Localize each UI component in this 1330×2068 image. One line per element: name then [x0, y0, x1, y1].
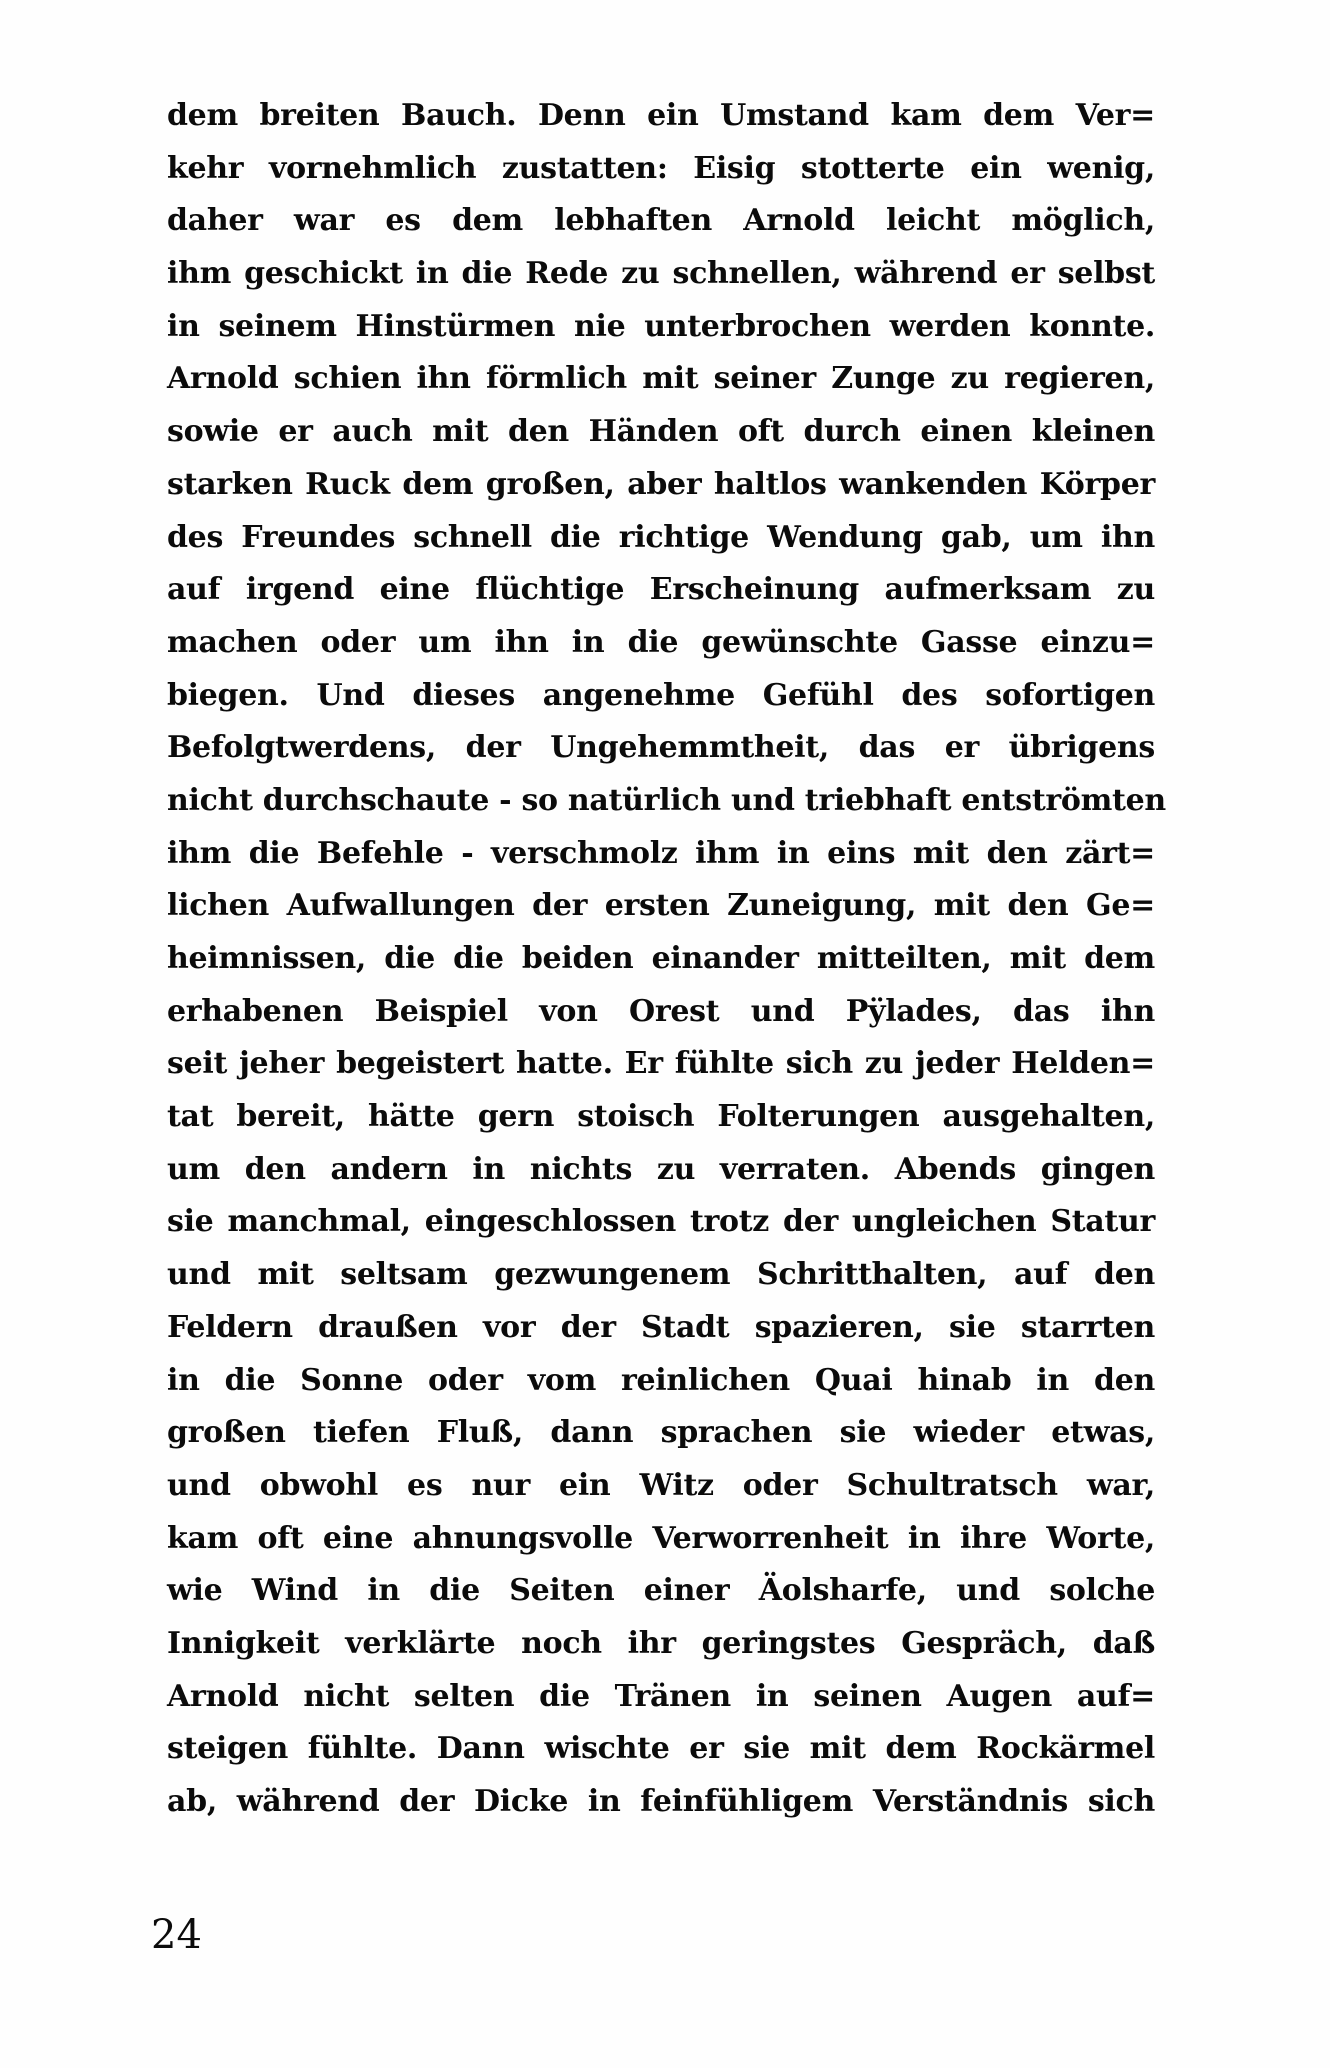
- body-text: [167, 90, 1166, 1829]
- text-line: Arnold schien ihn förmlich mit seiner Zunge zu regieren,: [167, 361, 1155, 397]
- text-line: machen oder um ihn in die gewünschte Gasse einzu=: [167, 624, 1155, 660]
- text-line: starken Ruck dem großen, aber haltlos wankenden Körper: [167, 466, 1155, 502]
- text-line: wie Wind in die Seiten einer Äolsharfe, und solche: [167, 1573, 1155, 1609]
- text-line: Feldern draußen vor der Stadt spazieren, sie starrten: [167, 1309, 1155, 1345]
- text-line: ihm geschickt in die Rede zu schnellen, während er selbst: [167, 256, 1155, 292]
- text-line: Befolgtwerdens, der Ungehemmtheit, das er übrigens: [167, 730, 1155, 766]
- text-line: Arnold nicht selten die Tränen in seinen Augen auf=: [167, 1678, 1155, 1714]
- text-line: ihm die Befehle - verschmolz ihm in eins mit den zärt=: [167, 835, 1155, 871]
- text-line: kam oft eine ahnungsvolle Verworrenheit in ihre Worte,: [167, 1520, 1155, 1556]
- text-line: heimnissen, die die beiden einander mitteilten, mit dem: [167, 941, 1155, 976]
- text-line: des Freundes schnell die richtige Wendung gab, um ihn: [167, 519, 1155, 555]
- text-line: kehr vornehmlich zustatten: Eisig stotterte ein wenig,: [167, 150, 1155, 186]
- text-line: biegen. Und dieses angenehme Gefühl des sofortigen: [167, 677, 1155, 713]
- text-line: ab, während der Dicke in feinfühligem Verständnis sich: [167, 1784, 1155, 1819]
- text-line: auf irgend eine flüchtige Erscheinung aufmerksam zu: [167, 572, 1155, 608]
- text-line: dem breiten Bauch. Denn ein Umstand kam dem Ver=: [167, 98, 1155, 133]
- text-line: daher war es dem lebhaften Arnold leicht möglich,: [167, 203, 1155, 239]
- text-line: Innigkeit verklärte noch ihr geringstes Gespräch, daß: [167, 1625, 1155, 1661]
- text-line: sowie er auch mit den Händen oft durch einen kleinen: [167, 414, 1155, 450]
- text-line: und mit seltsam gezwungenem Schritthalten, auf den: [167, 1257, 1155, 1293]
- text-line: in seinem Hinstürmen nie unterbrochen werden konnte.: [167, 308, 1155, 344]
- text-line: um den andern in nichts zu verraten. Abends gingen: [167, 1151, 1155, 1187]
- text-line: seit jeher begeistert hatte. Er fühlte sich zu jeder Helden=: [167, 1046, 1155, 1082]
- text-line: sie manchmal, eingeschlossen trotz der ungleichen Statur: [167, 1204, 1155, 1240]
- text-line: und obwohl es nur ein Witz oder Schultratsch war,: [167, 1467, 1155, 1503]
- text-line: in die Sonne oder vom reinlichen Quai hinab in den: [167, 1362, 1155, 1398]
- text-line: lichen Aufwallungen der ersten Zuneigung, mit den Ge=: [167, 888, 1155, 924]
- page-number: 24: [151, 1912, 202, 1958]
- text-line: erhabenen Beispiel von Orest und Pÿlades, das ihn: [167, 993, 1155, 1029]
- text-line: tat bereit, hätte gern stoisch Folterungen ausgehalten,: [167, 1099, 1155, 1135]
- text-line: großen tiefen Fluß, dann sprachen sie wieder etwas,: [167, 1415, 1155, 1451]
- text-line: nicht durchschaute - so natürlich und triebhaft entströmten: [167, 782, 1166, 818]
- text-line: steigen fühlte. Dann wischte er sie mit dem Rockärmel: [167, 1731, 1155, 1767]
